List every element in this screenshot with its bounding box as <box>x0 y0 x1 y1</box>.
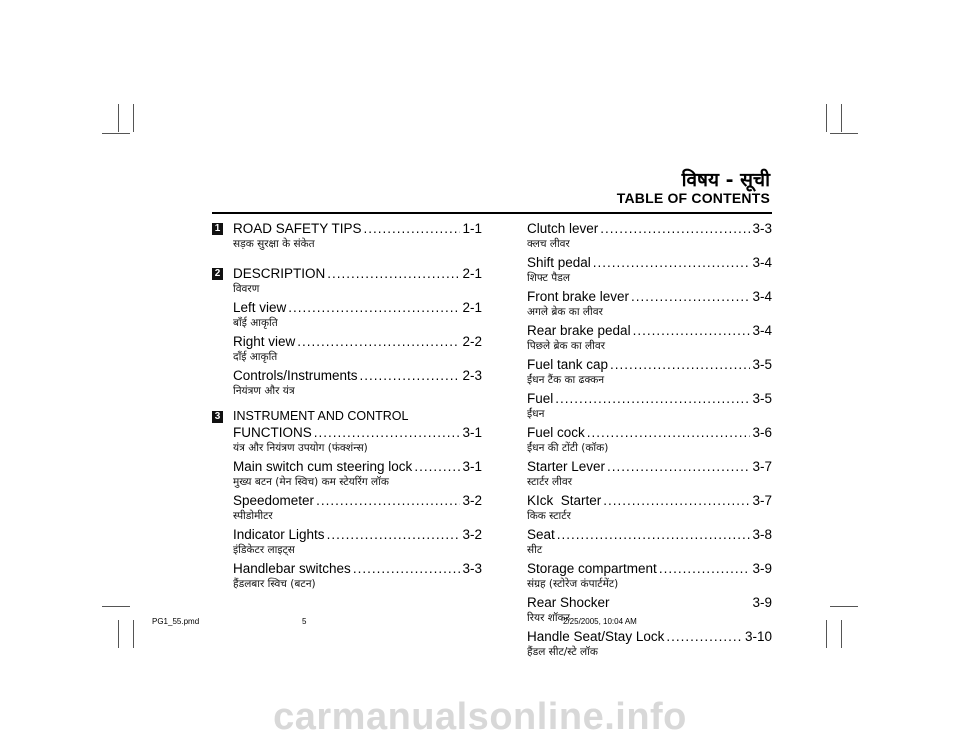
leader-dots <box>555 390 750 407</box>
toc-entry-hindi: रियर शॉकर <box>527 612 570 624</box>
toc-entry-page: 2-1 <box>462 300 482 315</box>
toc-entry[interactable] <box>527 424 772 455</box>
section-number-badge: 3 <box>212 411 223 423</box>
toc-entry-page: 3-7 <box>752 493 772 508</box>
toc-entry-hindi: ईंधन की टोंटी (कॉक) <box>527 442 609 454</box>
toc-section-2 <box>212 265 482 398</box>
toc-entry-page: 3-9 <box>752 561 772 576</box>
toc-entry-page: 2-1 <box>462 266 482 281</box>
toc-entry-page: 3-4 <box>752 255 772 270</box>
toc-section-3 <box>212 408 482 591</box>
toc-entry-page: 3-2 <box>462 527 482 542</box>
toc-entry-title: Speedometer <box>233 493 315 508</box>
toc-entry-hindi: विवरण <box>233 283 260 295</box>
toc-entry-title: Front brake lever <box>527 289 630 304</box>
toc-entry-hindi: क्लच लीवर <box>527 238 570 250</box>
toc-entry-title: Rear brake pedal <box>527 323 631 338</box>
leader-dots <box>603 492 750 509</box>
toc-entry[interactable] <box>233 299 482 330</box>
footer-page-number: 5 <box>302 617 307 626</box>
toc-entry-hindi: हैंडल सीट/स्टे लॉक <box>527 646 598 658</box>
toc-entry-title: Main switch cum steering lock <box>233 459 413 474</box>
toc-entry-page: 3-5 <box>752 357 772 372</box>
leader-dots <box>360 367 461 384</box>
toc-section-1 <box>212 220 482 251</box>
footer-filename: PG1_55.pmd <box>152 617 200 626</box>
toc-entry[interactable] <box>233 333 482 364</box>
section-number-badge: 2 <box>212 268 223 280</box>
toc-entry-hindi: अगले ब्रेक का लीवर <box>527 306 603 318</box>
toc-entry[interactable] <box>527 628 772 659</box>
footer-timestamp: 2/25/2005, 10:04 AM <box>563 617 637 626</box>
toc-entry-hindi: पिछले ब्रेक का लीवर <box>527 340 605 352</box>
toc-entry-hindi: मुख्य बटन (मेन स्विच) कम स्टेयरिंग लॉक <box>233 476 389 488</box>
leader-dots <box>327 526 461 543</box>
toc-entry-title: Clutch lever <box>527 221 599 236</box>
leader-dots <box>600 220 750 237</box>
page-title: TABLE OF CONTENTS <box>616 190 770 206</box>
leader-dots <box>610 356 750 373</box>
toc-entry-hindi: ईंधन टैंक का ढक्कन <box>527 374 605 386</box>
toc-entry-hindi: स्टार्टर लीवर <box>527 476 572 488</box>
toc-entry-hindi: बाँई आकृति <box>233 317 278 329</box>
toc-entry-hindi: सीट <box>527 544 543 556</box>
toc-right-column <box>527 220 772 662</box>
leader-dots <box>666 628 743 645</box>
toc-entry-title: Fuel <box>527 391 554 406</box>
leader-dots <box>659 560 751 577</box>
toc-entry-hindi: सड़क सुरक्षा के संकेत <box>233 238 315 250</box>
toc-entry-hindi: हैंडलबार स्विच (बटन) <box>233 578 316 590</box>
leader-dots <box>316 492 460 509</box>
toc-entry-title: Indicator Lights <box>233 527 325 542</box>
toc-entry-title: Storage compartment <box>527 561 657 576</box>
toc-entry-page: 3-2 <box>462 493 482 508</box>
leader-dots <box>353 560 461 577</box>
toc-entry-title: Left view <box>233 300 287 315</box>
toc-entry-page: 3-8 <box>752 527 772 542</box>
toc-entry[interactable] <box>233 424 482 455</box>
toc-entry[interactable] <box>233 492 482 523</box>
section-heading: INSTRUMENT AND CONTROL <box>233 409 409 423</box>
toc-entry-page: 3-7 <box>752 459 772 474</box>
toc-entry-title: Handle Seat/Stay Lock <box>527 629 665 644</box>
toc-entry-title: Rear Shocker <box>527 595 610 610</box>
toc-entry-hindi: स्पीडोमीटर <box>233 510 273 522</box>
toc-entry[interactable] <box>527 220 772 251</box>
toc-entry[interactable] <box>527 322 772 353</box>
leader-dots <box>587 424 751 441</box>
toc-entry-title: FUNCTIONS <box>233 425 312 440</box>
toc-entry-hindi: दाँई आकृति <box>233 351 278 363</box>
toc-entry-page: 2-3 <box>462 368 482 383</box>
toc-entry-page: 2-2 <box>462 334 482 349</box>
toc-entry-page: 3-1 <box>462 425 482 440</box>
toc-entry[interactable] <box>527 254 772 285</box>
toc-entry-title: Fuel tank cap <box>527 357 609 372</box>
toc-entry-page: 3-4 <box>752 289 772 304</box>
toc-entry-title: DESCRIPTION <box>233 266 326 281</box>
leader-dots <box>414 458 460 475</box>
toc-entry[interactable] <box>233 526 482 557</box>
toc-entry-title: Shift pedal <box>527 255 591 270</box>
leader-dots <box>288 299 460 316</box>
toc-entry[interactable] <box>527 356 772 387</box>
toc-entry-hindi: नियंत्रण और यंत्र <box>233 385 295 397</box>
leader-dots <box>297 333 460 350</box>
toc-entry-title: Controls/Instruments <box>233 368 358 383</box>
leader-dots <box>364 220 461 237</box>
toc-entry-hindi: यंत्र और नियंत्रण उपयोग (फंक्शंन्स) <box>233 442 368 454</box>
leader-dots <box>557 526 751 543</box>
toc-entry-title: KIck Starter <box>527 493 602 508</box>
toc-entry[interactable] <box>233 220 482 251</box>
toc-entry-title: Fuel cock <box>527 425 585 440</box>
toc-entry-page: 3-3 <box>752 221 772 236</box>
toc-entry-title: Right view <box>233 334 296 349</box>
toc-entry[interactable] <box>233 265 482 296</box>
toc-entry-page: 3-6 <box>752 425 772 440</box>
page-title-hindi: विषय - सूची <box>681 169 770 191</box>
toc-entry-title: Seat <box>527 527 555 542</box>
title-rule <box>212 212 772 214</box>
leader-dots <box>633 322 751 339</box>
section-number-badge: 1 <box>212 223 223 235</box>
toc-entry[interactable] <box>527 458 772 489</box>
toc-entry-title: Starter Lever <box>527 459 606 474</box>
toc-entry[interactable] <box>527 560 772 591</box>
toc-entry[interactable] <box>527 526 772 557</box>
toc-entry-hindi: संग्रह (स्टोरेज कंपार्टमेंट) <box>527 578 619 590</box>
toc-entry-page: 3-10 <box>744 629 772 644</box>
toc-entry-title: ROAD SAFETY TIPS <box>233 221 362 236</box>
leader-dots <box>593 254 751 271</box>
leader-dots <box>314 424 461 441</box>
toc-entry-page: 3-1 <box>462 459 482 474</box>
toc-entry-hindi: शिफ्ट पैडल <box>527 272 570 284</box>
watermark: carmanualsonline.info <box>273 695 687 738</box>
leader-dots <box>607 458 750 475</box>
toc-entry[interactable] <box>233 458 482 489</box>
toc-entry[interactable] <box>527 492 772 523</box>
leader-dots <box>327 265 460 282</box>
toc-entry[interactable] <box>233 560 482 591</box>
toc-left-column <box>212 220 482 597</box>
toc-entry-page: 1-1 <box>462 221 482 236</box>
toc-entry-page: 3-5 <box>752 391 772 406</box>
toc-entry-page: 3-9 <box>752 595 772 610</box>
toc-entry[interactable] <box>233 367 482 398</box>
toc-entry-title: Handlebar switches <box>233 561 351 576</box>
toc-entry-hindi: इंडिकेटर लाइट्स <box>233 544 295 556</box>
toc-entry[interactable] <box>527 390 772 421</box>
toc-entry[interactable] <box>527 288 772 319</box>
toc-entry-page: 3-3 <box>462 561 482 576</box>
toc-entry-hindi: किक स्टार्टर <box>527 510 571 522</box>
leader-dots <box>631 288 750 305</box>
toc-entry-page: 3-4 <box>752 323 772 338</box>
toc-entry-hindi: ईंधन <box>527 408 545 420</box>
